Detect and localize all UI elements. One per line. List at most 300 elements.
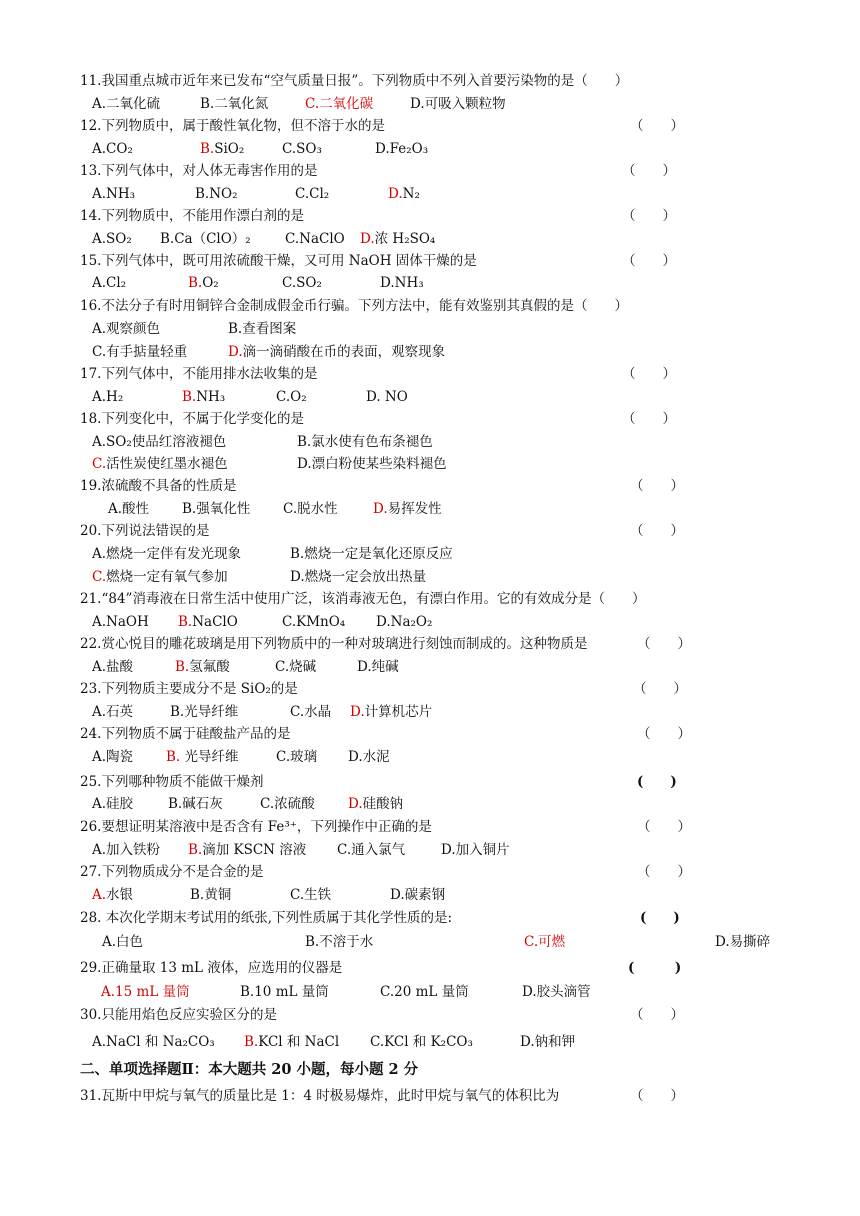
option-text: 燃烧一定伴有发光现象 xyxy=(106,546,242,562)
question-24-option-a xyxy=(92,748,133,766)
question-15-answer-paren: （ ） xyxy=(622,253,676,269)
option-text: NO₂ xyxy=(209,186,238,202)
question-21-option-d xyxy=(376,613,432,631)
question-11-stem: 11.我国重点城市近年来已发布“空气质量日报”。下列物质中不列入首要污染物的是（ ） xyxy=(80,73,629,89)
question-20-option-b xyxy=(290,545,453,563)
option-text: 二氧化氮 xyxy=(214,96,269,112)
question-15-option-b xyxy=(188,274,219,292)
question-29-option-d xyxy=(522,983,591,1001)
option-letter: A. xyxy=(92,1034,107,1050)
option-text: 光导纤维 xyxy=(180,749,239,765)
option-text: 10 mL 量筒 xyxy=(254,984,329,1000)
option-text: Na₂O₂ xyxy=(390,614,433,630)
question-24-options-row xyxy=(0,748,860,766)
option-text: 盐酸 xyxy=(106,659,134,675)
question-22-answer-paren: （ ） xyxy=(637,636,691,652)
option-letter: D. xyxy=(350,704,365,720)
question-29-answer-paren: ( ) xyxy=(628,960,682,976)
question-25-option-c xyxy=(260,795,315,813)
option-text: 易撕碎 xyxy=(729,934,771,950)
question-21-stem: 21.“84”消毒液在日常生活中使用广泛，该消毒液无色，有漂白作用。它的有效成分是（ ） xyxy=(80,591,646,607)
option-text: NaClO xyxy=(299,231,345,247)
option-letter: B. xyxy=(195,186,210,202)
option-letter: C. xyxy=(283,501,298,517)
question-17-option-d xyxy=(366,388,408,406)
question-20-stem: 20.下列说法错误的是 xyxy=(80,523,210,539)
option-text: 黄铜 xyxy=(204,887,232,903)
option-text: NH₃ xyxy=(196,389,226,405)
question-14-option-b xyxy=(160,230,251,248)
question-22-options-row xyxy=(0,658,860,676)
option-text: 易挥发性 xyxy=(387,501,442,517)
question-26-option-d xyxy=(441,841,510,859)
question-16-option-a xyxy=(92,320,160,338)
option-letter: D. xyxy=(410,96,425,112)
question-16-options-row xyxy=(0,343,860,361)
question-14-option-c xyxy=(285,230,345,248)
question-28-stem: 28. 本次化学期末考试用的纸张,下列性质属于其化学性质的是: xyxy=(80,910,453,926)
option-letter: D. xyxy=(373,501,388,517)
question-11-option-b xyxy=(200,95,268,113)
question-23-stem: 23.下列物质主要成分不是 SiO₂的是 xyxy=(80,681,298,697)
option-text: 烧碱 xyxy=(289,659,317,675)
question-14-options-row xyxy=(0,230,860,248)
question-18-option-b xyxy=(297,433,433,451)
question-26-option-b xyxy=(188,841,306,859)
question-18-options-row xyxy=(0,433,860,451)
option-text: 15 mL 量筒 xyxy=(115,984,190,1000)
option-letter: D. xyxy=(348,796,363,812)
option-text: 有手掂量轻重 xyxy=(106,344,188,360)
option-letter: A. xyxy=(101,984,116,1000)
option-text: 硅胶 xyxy=(106,796,134,812)
question-27-option-a xyxy=(92,886,133,904)
question-17-option-c xyxy=(276,388,307,406)
question-18-option-a xyxy=(92,433,226,451)
option-text: NaCl 和 Na₂CO₃ xyxy=(106,1034,215,1050)
question-29-options-row xyxy=(0,983,860,1001)
question-13-option-b xyxy=(195,185,238,203)
question-23-option-d xyxy=(350,703,432,721)
question-15-option-c xyxy=(282,274,322,292)
option-text: NH₃ xyxy=(106,186,136,202)
option-letter: A. xyxy=(108,501,123,517)
option-letter: B. xyxy=(170,704,185,720)
question-15-options-row xyxy=(0,274,860,292)
option-text: H₂ xyxy=(106,389,124,405)
option-text: 二氧化硫 xyxy=(106,96,161,112)
option-text: NaClO xyxy=(192,614,238,630)
option-letter: A. xyxy=(92,186,107,202)
option-text: 不溶于水 xyxy=(319,934,374,950)
section-heading: 二、单项选择题Ⅱ：本大题共 20 小题，每小题 2 分 xyxy=(80,1061,419,1078)
option-letter: C. xyxy=(337,842,352,858)
question-21-option-a xyxy=(92,613,149,631)
option-letter: D. xyxy=(441,842,456,858)
option-letter: D. xyxy=(357,659,372,675)
question-25-stem: 25.下列哪种物质不能做干燥剂 xyxy=(80,774,264,790)
question-29-option-b xyxy=(240,983,329,1001)
option-text: 水晶 xyxy=(304,704,332,720)
option-text: Cl₂ xyxy=(106,275,127,291)
question-12-stem: 12.下列物质中，属于酸性氧化物，但不溶于水的是 xyxy=(80,118,385,134)
option-letter: B. xyxy=(168,796,183,812)
question-28-option-a xyxy=(102,933,143,951)
option-letter: C. xyxy=(260,796,275,812)
question-12-options-row xyxy=(0,140,860,158)
question-30-answer-paren: （ ） xyxy=(630,1007,684,1023)
question-12-answer-paren: （ ） xyxy=(630,118,684,134)
question-23-options-row xyxy=(0,703,860,721)
option-text: 二氧化碳 xyxy=(319,96,374,112)
option-text: 钠和钾 xyxy=(534,1034,576,1050)
option-text: SO₂ xyxy=(106,231,132,247)
question-30-stem: 30.只能用焰色反应实验区分的是 xyxy=(80,1007,277,1023)
option-letter: A. xyxy=(92,796,107,812)
question-17-option-a xyxy=(92,388,123,406)
option-text: 滴加 KSCN 溶液 xyxy=(202,842,307,858)
question-21-options-row xyxy=(0,613,860,631)
option-letter: A. xyxy=(92,389,107,405)
question-28-option-d xyxy=(715,933,770,951)
question-14-option-a xyxy=(92,230,132,248)
question-13-option-a xyxy=(92,185,135,203)
option-text: KCl 和 NaCl xyxy=(258,1034,340,1050)
question-19-answer-paren: （ ） xyxy=(630,478,684,494)
question-19-option-c xyxy=(283,500,338,518)
question-13-answer-paren: （ ） xyxy=(622,163,676,179)
question-28-options-row xyxy=(0,933,860,951)
question-30-option-a xyxy=(92,1033,215,1051)
question-24-stem: 24.下列物质不属于硅酸盐产品的是 xyxy=(80,726,291,742)
question-30-option-c xyxy=(370,1033,473,1051)
option-text: 活性炭使红墨水褪色 xyxy=(106,456,228,472)
option-letter: D. xyxy=(520,1034,535,1050)
option-letter: D. xyxy=(290,569,305,585)
option-text: 20 mL 量筒 xyxy=(394,984,469,1000)
option-letter: B. xyxy=(200,141,215,157)
question-23-option-b xyxy=(170,703,238,721)
question-22-option-c xyxy=(275,658,316,676)
option-letter: B. xyxy=(160,231,175,247)
option-letter: A. xyxy=(92,749,107,765)
question-25-option-d xyxy=(348,795,403,813)
question-19-option-b xyxy=(182,500,250,518)
option-letter: C. xyxy=(380,984,395,1000)
option-text: Cl₂ xyxy=(309,186,330,202)
question-31-stem: 31.瓦斯中甲烷与氧气的质量比是 1：4 时极易爆炸，此时甲烷与氧气的体积比为 xyxy=(80,1088,560,1104)
option-text: 玻璃 xyxy=(290,749,318,765)
option-letter: A. xyxy=(92,842,107,858)
question-28-answer-paren: ( ) xyxy=(640,910,680,926)
question-26-options-row xyxy=(0,841,860,859)
option-text: SiO₂ xyxy=(214,141,245,157)
option-text: N₂ xyxy=(402,186,420,202)
question-21-option-c xyxy=(282,613,345,631)
question-27-option-b xyxy=(190,886,231,904)
question-14-answer-paren: （ ） xyxy=(622,208,676,224)
question-19-options-row xyxy=(0,500,860,518)
option-text: 酸性 xyxy=(122,501,150,517)
question-20-option-a xyxy=(92,545,241,563)
option-letter: C. xyxy=(524,934,539,950)
question-11-option-a xyxy=(92,95,160,113)
option-letter: A. xyxy=(102,934,117,950)
question-20-answer-paren: （ ） xyxy=(630,523,684,539)
question-15-option-d xyxy=(380,274,424,292)
option-text: 强氧化性 xyxy=(196,501,251,517)
question-26-answer-paren: （ ） xyxy=(637,819,691,835)
question-18-stem: 18.下列变化中，不属于化学变化的是 xyxy=(80,411,304,427)
option-text: 通入氯气 xyxy=(351,842,406,858)
option-letter: A. xyxy=(92,887,107,903)
option-letter: B. xyxy=(188,842,203,858)
option-text: 加入铁粉 xyxy=(106,842,161,858)
question-19-stem: 19.浓硫酸不具备的性质是 xyxy=(80,478,237,494)
option-letter: B. xyxy=(182,501,197,517)
question-16-option-b xyxy=(228,320,296,338)
option-letter: C. xyxy=(282,275,297,291)
question-24-option-b xyxy=(166,748,239,766)
question-20-option-d xyxy=(290,568,426,586)
option-letter: D. xyxy=(380,275,395,291)
option-text: 生铁 xyxy=(304,887,332,903)
option-letter: B. xyxy=(190,887,205,903)
question-31-answer-paren: （ ） xyxy=(630,1088,684,1104)
question-18-options-row xyxy=(0,455,860,473)
option-letter: B. xyxy=(228,321,243,337)
option-letter: D. xyxy=(366,389,381,405)
option-text: 滴一滴硝酸在币的表面，观察现象 xyxy=(242,344,446,360)
option-letter: C. xyxy=(290,887,305,903)
option-letter: B. xyxy=(240,984,255,1000)
question-26-option-a xyxy=(92,841,160,859)
option-text: 燃烧一定有氧气参加 xyxy=(106,569,228,585)
question-30-option-b xyxy=(244,1033,339,1051)
question-11-options-row xyxy=(0,95,860,113)
option-letter: C. xyxy=(295,186,310,202)
option-text: 石英 xyxy=(106,704,134,720)
question-29-option-c xyxy=(380,983,469,1001)
option-letter: A. xyxy=(92,141,107,157)
question-20-options-row xyxy=(0,545,860,563)
question-15-option-a xyxy=(92,274,126,292)
option-letter: C. xyxy=(282,614,297,630)
question-11-option-d xyxy=(410,95,506,113)
question-20-options-row xyxy=(0,568,860,586)
question-13-options-row xyxy=(0,185,860,203)
question-26-stem: 26.要想证明某溶液中是否含有 Fe³⁺，下列操作中正确的是 xyxy=(80,819,432,835)
question-23-answer-paren: （ ） xyxy=(633,681,687,697)
question-13-option-c xyxy=(295,185,329,203)
question-13-option-d xyxy=(388,185,420,203)
option-letter: B. xyxy=(188,275,203,291)
option-text: 光导纤维 xyxy=(184,704,239,720)
question-16-stem: 16.不法分子有时用铜锌合金制成假金币行骗。下列方法中，能有效鉴别其真假的是（ ） xyxy=(80,298,628,314)
question-12-option-d xyxy=(375,140,428,158)
option-text: 查看图案 xyxy=(242,321,297,337)
option-text: KCl 和 K₂CO₃ xyxy=(384,1034,473,1050)
option-text: SO₃ xyxy=(296,141,322,157)
option-letter: B. xyxy=(305,934,320,950)
option-text: NaOH xyxy=(106,614,149,630)
question-16-option-c xyxy=(92,343,187,361)
question-16-options-row xyxy=(0,320,860,338)
question-25-option-a xyxy=(92,795,133,813)
question-24-option-d xyxy=(348,748,390,766)
question-24-answer-paren: （ ） xyxy=(637,726,691,742)
option-letter: D. xyxy=(375,141,390,157)
question-14-option-d xyxy=(360,230,435,248)
option-letter: A. xyxy=(92,659,107,675)
option-letter: A. xyxy=(92,546,107,562)
option-letter: B. xyxy=(290,546,305,562)
question-15-stem: 15.下列气体中，既可用浓硫酸干燥，又可用 NaOH 固体干燥的是 xyxy=(80,253,477,269)
question-23-option-c xyxy=(290,703,331,721)
question-12-option-b xyxy=(200,140,244,158)
option-letter: C. xyxy=(276,389,291,405)
question-16-option-d xyxy=(228,343,445,361)
option-text: 氯水使有色布条褪色 xyxy=(311,434,433,450)
question-27-options-row xyxy=(0,886,860,904)
option-letter: B. xyxy=(200,96,215,112)
question-24-option-c xyxy=(276,748,317,766)
question-22-stem: 22.赏心悦目的雕花玻璃是用下列物质中的一种对玻璃进行刻蚀而制成的。这种物质是 xyxy=(80,636,588,652)
question-18-option-c xyxy=(92,455,228,473)
option-text: 白色 xyxy=(116,934,144,950)
question-27-answer-paren: （ ） xyxy=(637,864,691,880)
option-text: CO₂ xyxy=(106,141,133,157)
option-text: 水泥 xyxy=(362,749,390,765)
question-21-option-b xyxy=(178,613,238,631)
option-letter: A. xyxy=(92,231,107,247)
question-30-option-d xyxy=(520,1033,575,1051)
option-text: 燃烧一定会放出热量 xyxy=(304,569,427,585)
option-letter: D. xyxy=(297,456,312,472)
question-27-option-d xyxy=(390,886,445,904)
option-text: 纯碱 xyxy=(371,659,399,675)
question-29-stem: 29.正确量取 13 mL 液体，应选用的仪器是 xyxy=(80,960,343,976)
question-28-option-b xyxy=(305,933,373,951)
option-letter: C. xyxy=(282,141,297,157)
option-letter: B. xyxy=(297,434,312,450)
option-text: Ca（ClO）₂ xyxy=(174,231,251,247)
option-letter: D. xyxy=(376,614,391,630)
option-text: SO₂ xyxy=(296,275,322,291)
question-23-option-a xyxy=(92,703,133,721)
question-19-option-d xyxy=(373,500,442,518)
option-letter: D. xyxy=(388,186,403,202)
option-letter: A. xyxy=(92,704,107,720)
question-20-option-c xyxy=(92,568,228,586)
option-text: 可吸入颗粒物 xyxy=(424,96,506,112)
option-text: 漂白粉使某些染料褪色 xyxy=(311,456,447,472)
option-letter: C. xyxy=(285,231,300,247)
question-12-option-c xyxy=(282,140,322,158)
option-letter: D. xyxy=(348,749,363,765)
question-11-option-c xyxy=(305,95,373,113)
question-13-stem: 13.下列气体中，对人体无毒害作用的是 xyxy=(80,163,318,179)
question-28-option-c xyxy=(524,933,565,951)
question-17-options-row xyxy=(0,388,860,406)
option-text: 硅酸钠 xyxy=(362,796,404,812)
option-letter: C. xyxy=(290,704,305,720)
option-letter: B. xyxy=(175,659,190,675)
option-text: 观察颜色 xyxy=(106,321,161,337)
option-letter: B. xyxy=(244,1034,259,1050)
option-text: KMnO₄ xyxy=(296,614,346,630)
option-text: O₂ xyxy=(290,389,307,405)
option-text: 碱石灰 xyxy=(182,796,223,812)
option-letter: C. xyxy=(92,344,107,360)
option-letter: C. xyxy=(305,96,320,112)
question-19-option-a xyxy=(108,500,149,518)
option-letter: A. xyxy=(92,96,107,112)
option-text: 可燃 xyxy=(538,934,566,950)
question-25-option-b xyxy=(168,795,223,813)
option-letter: C. xyxy=(275,659,290,675)
option-letter: C. xyxy=(92,456,107,472)
option-text: 脱水性 xyxy=(297,501,338,517)
option-text: SO₂使品红溶液褪色 xyxy=(106,434,227,450)
question-12-option-a xyxy=(92,140,133,158)
option-text: O₂ xyxy=(202,275,219,291)
question-29-option-a xyxy=(101,983,190,1001)
option-text: 浓硫酸 xyxy=(274,796,315,812)
option-text: 胶头滴管 xyxy=(536,984,591,1000)
question-18-option-d xyxy=(297,455,447,473)
option-text: 水银 xyxy=(106,887,134,903)
question-27-option-c xyxy=(290,886,331,904)
option-letter: C. xyxy=(276,749,291,765)
option-text: 氢氟酸 xyxy=(189,659,230,675)
option-letter: A. xyxy=(92,275,107,291)
option-letter: D. xyxy=(522,984,537,1000)
option-text: 加入铜片 xyxy=(455,842,510,858)
option-letter: C. xyxy=(92,569,107,585)
option-letter: D. xyxy=(360,231,375,247)
question-17-option-b xyxy=(182,388,225,406)
option-text: 计算机芯片 xyxy=(364,704,433,720)
option-letter: D. xyxy=(715,934,730,950)
question-22-option-d xyxy=(357,658,399,676)
question-17-stem: 17.下列气体中，不能用排水法收集的是 xyxy=(80,366,318,382)
option-text: 燃烧一定是氧化还原反应 xyxy=(304,546,453,562)
question-22-option-b xyxy=(175,658,230,676)
question-14-stem: 14.下列物质中，不能用作漂白剂的是 xyxy=(80,208,304,224)
option-letter: A. xyxy=(92,434,107,450)
option-letter: D. xyxy=(390,887,405,903)
question-25-answer-paren: ( ) xyxy=(637,774,677,790)
option-text: 浓 H₂SO₄ xyxy=(374,231,436,247)
option-letter: B. xyxy=(182,389,197,405)
option-letter: A. xyxy=(92,614,107,630)
question-22-option-a xyxy=(92,658,133,676)
option-text: NH₃ xyxy=(394,275,424,291)
option-text: 陶瓷 xyxy=(106,749,134,765)
option-text: Fe₂O₃ xyxy=(389,141,429,157)
question-25-options-row xyxy=(0,795,860,813)
option-letter: D. xyxy=(228,344,243,360)
option-letter: B. xyxy=(166,749,181,765)
option-text: 碳素钢 xyxy=(404,887,446,903)
option-letter: B. xyxy=(178,614,193,630)
option-letter: C. xyxy=(370,1034,385,1050)
question-30-options-row xyxy=(0,1033,860,1051)
question-27-stem: 27.下列物质成分不是合金的是 xyxy=(80,864,264,880)
option-text: NO xyxy=(380,389,408,405)
question-17-answer-paren: （ ） xyxy=(622,366,676,382)
